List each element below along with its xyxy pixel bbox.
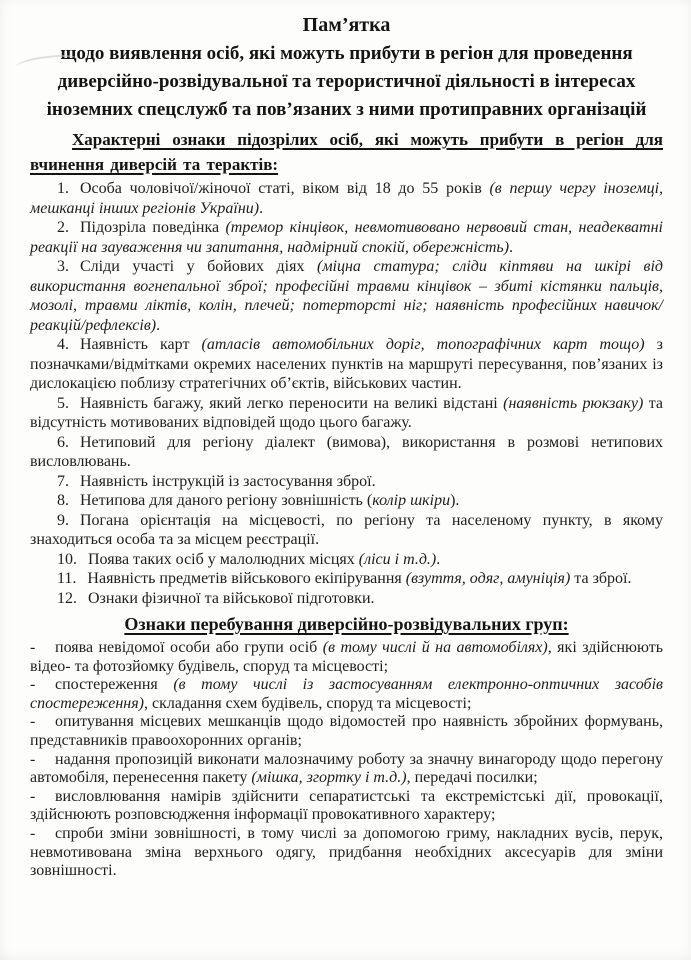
text-segment: . [259,199,264,217]
text-segment: . [436,550,441,568]
text-segment: Сліди участі у бойових діях [80,258,317,275]
item-number: 10. [57,550,77,568]
item-number: 6. [57,433,69,451]
text-segment: (взуття, одяг, амуніція) [405,570,571,587]
dash-marker: - [30,713,36,731]
text-segment: Наявність карт [80,336,202,353]
item-number: 8. [57,492,69,509]
section1-numbered-list [30,179,663,608]
text-segment: (в тому числі із застосуванням електронно-оптичних засобів спостереження) [30,676,663,712]
text-segment: (в першу чергу іноземці, мешканці інших регіонів України) [30,180,664,217]
text-segment: (ліси і т.д.) [358,550,437,568]
dash-marker: - [30,824,36,842]
list-item [30,713,663,750]
text-segment: , передачі посилки; [406,769,538,787]
item-number: 2. [57,219,69,236]
list-item [30,589,663,609]
text-segment: спроби зміни зовнішності, в тому числі за допомогою гриму, накладних вусів, перук, невмотивована зміна верхнього одягу, придбання необхідних аксесуарів для зміни зовнішності. [30,824,663,880]
section1-heading: Характерні ознаки підозрілих осіб, які можуть прибути в регіон для вчинення диверсій та терактів: [30,130,663,174]
section2-dash-list [30,639,663,881]
list-item [30,179,663,218]
text-segment: Наявність інструкцій із застосування зброї. [80,472,376,490]
text-segment: спостереження [55,676,174,694]
text-segment: Наявність багажу, який легко переносити на великі відстані [80,394,504,412]
text-segment: . [156,316,161,334]
dash-marker: - [30,750,36,768]
text-segment: Наявність предметів військового екіпірування [87,570,406,587]
list-item [30,335,663,394]
text-segment: та відсутність мотивованих відповідей щодо цього багажу. [30,394,664,431]
text-segment: ). [450,492,460,509]
list-item [30,825,663,881]
text-segment: опитування місцевих мешканців щодо відомостей про наявність збройних формувань, представників правоохоронних органів; [30,713,663,749]
page-subtitle: щодо виявлення осіб, які можуть прибути в регіон для проведення диверсійно-розвідувальної та терористичної діяльності в інтересах іноземних спецслужб та пов’язаних з ними протиправних організацій [46,43,647,120]
list-item [30,569,663,589]
text-segment: Особа чоловічої/жіночої статі, віком від 18 до 55 років [80,180,490,197]
text-segment: Ознаки фізичної та військової підготовки. [88,589,375,607]
list-item [30,676,663,713]
text-segment: (наявність рюкзаку) [503,394,644,412]
item-number: 7. [57,472,69,490]
item-number: 3. [57,258,69,275]
text-segment: Підозріла поведінка [80,219,226,236]
item-number: 1. [57,180,69,197]
item-number: 9. [57,511,69,529]
text-segment: (тремор кінцівок, невмотивовано нервовий стан, неадекватні реакції на зауваження чи запитання, надмірний спокій, обережність) [30,219,663,256]
list-item [30,550,663,570]
list-item [30,788,663,825]
text-segment: , складання схем будівель, споруд та місцевості; [143,694,472,712]
text-segment: Поява таких осіб у малолюдних місцях [88,550,359,568]
text-segment: (мішка, згортку і т.д.) [251,769,407,787]
text-segment: колір шкіри [372,492,451,509]
text-segment: , які здійснюють відео- та фотозйомку будівель, споруд та місцевості; [30,639,664,675]
text-segment: Погана орієнтація на місцевості, по регіону та населеному пункту, в якому знаходиться особа та за місцем реєстрації. [30,511,663,548]
text-segment: (атласів автомобільних доріг, топографічних карт тощо) [201,336,645,353]
list-item [30,433,663,472]
item-number: 11. [57,570,77,587]
list-item [30,472,663,492]
list-item [30,394,663,433]
page-title: Пам’ятка [302,14,391,36]
list-item [30,257,663,335]
text-segment: . [509,238,514,256]
text-segment: надання пропозицій виконати малозначиму роботу за значну винагороду щодо перегону автомобіля, перенесення пакету [30,750,663,787]
list-item [30,639,663,676]
list-item [30,511,663,550]
item-number: 4. [57,336,69,353]
text-segment: поява невідомої особи або групи осіб [55,639,323,656]
text-segment: (в тому числі й на автомобілях) [322,639,548,656]
dash-marker: - [30,787,36,805]
dash-marker: - [30,639,36,656]
list-item [30,218,663,257]
text-segment: з позначками/відмітками окремих населених пунктів на маршруті пересування, пов’язаних із дислокацією поблизу стратегічних об’єктів, військових частин. [30,336,663,392]
dash-marker: - [30,676,36,694]
text-segment: Нетиповий для регіону діалект (вимова), використання в розмові нетипових висловлювань. [30,433,663,470]
section2-heading: Ознаки перебування диверсійно-розвідувальних груп: [124,614,569,634]
item-number: 5. [57,394,69,412]
text-segment: Нетипова для даного регіону зовнішність ( [80,492,373,509]
text-segment: (міцна статура; сліди кіптяви на шкірі від використання вогнепальної зброї; професійні травми кінцівок – збиті кістянки пальців, мозолі, травми ліктів, колін, плечей; потерторсті ніг; наявність професійних навичок/реакцій/рефлексів) [30,258,663,334]
item-number: 12. [57,589,77,607]
list-item [30,491,663,511]
text-segment: та зброї. [570,570,632,587]
list-item [30,751,663,788]
text-segment: висловлювання намірів здійснити сепаратистські та екстремістські дії, провокації, здійснюють розповсюдження інформації провокативного характеру; [30,787,663,824]
